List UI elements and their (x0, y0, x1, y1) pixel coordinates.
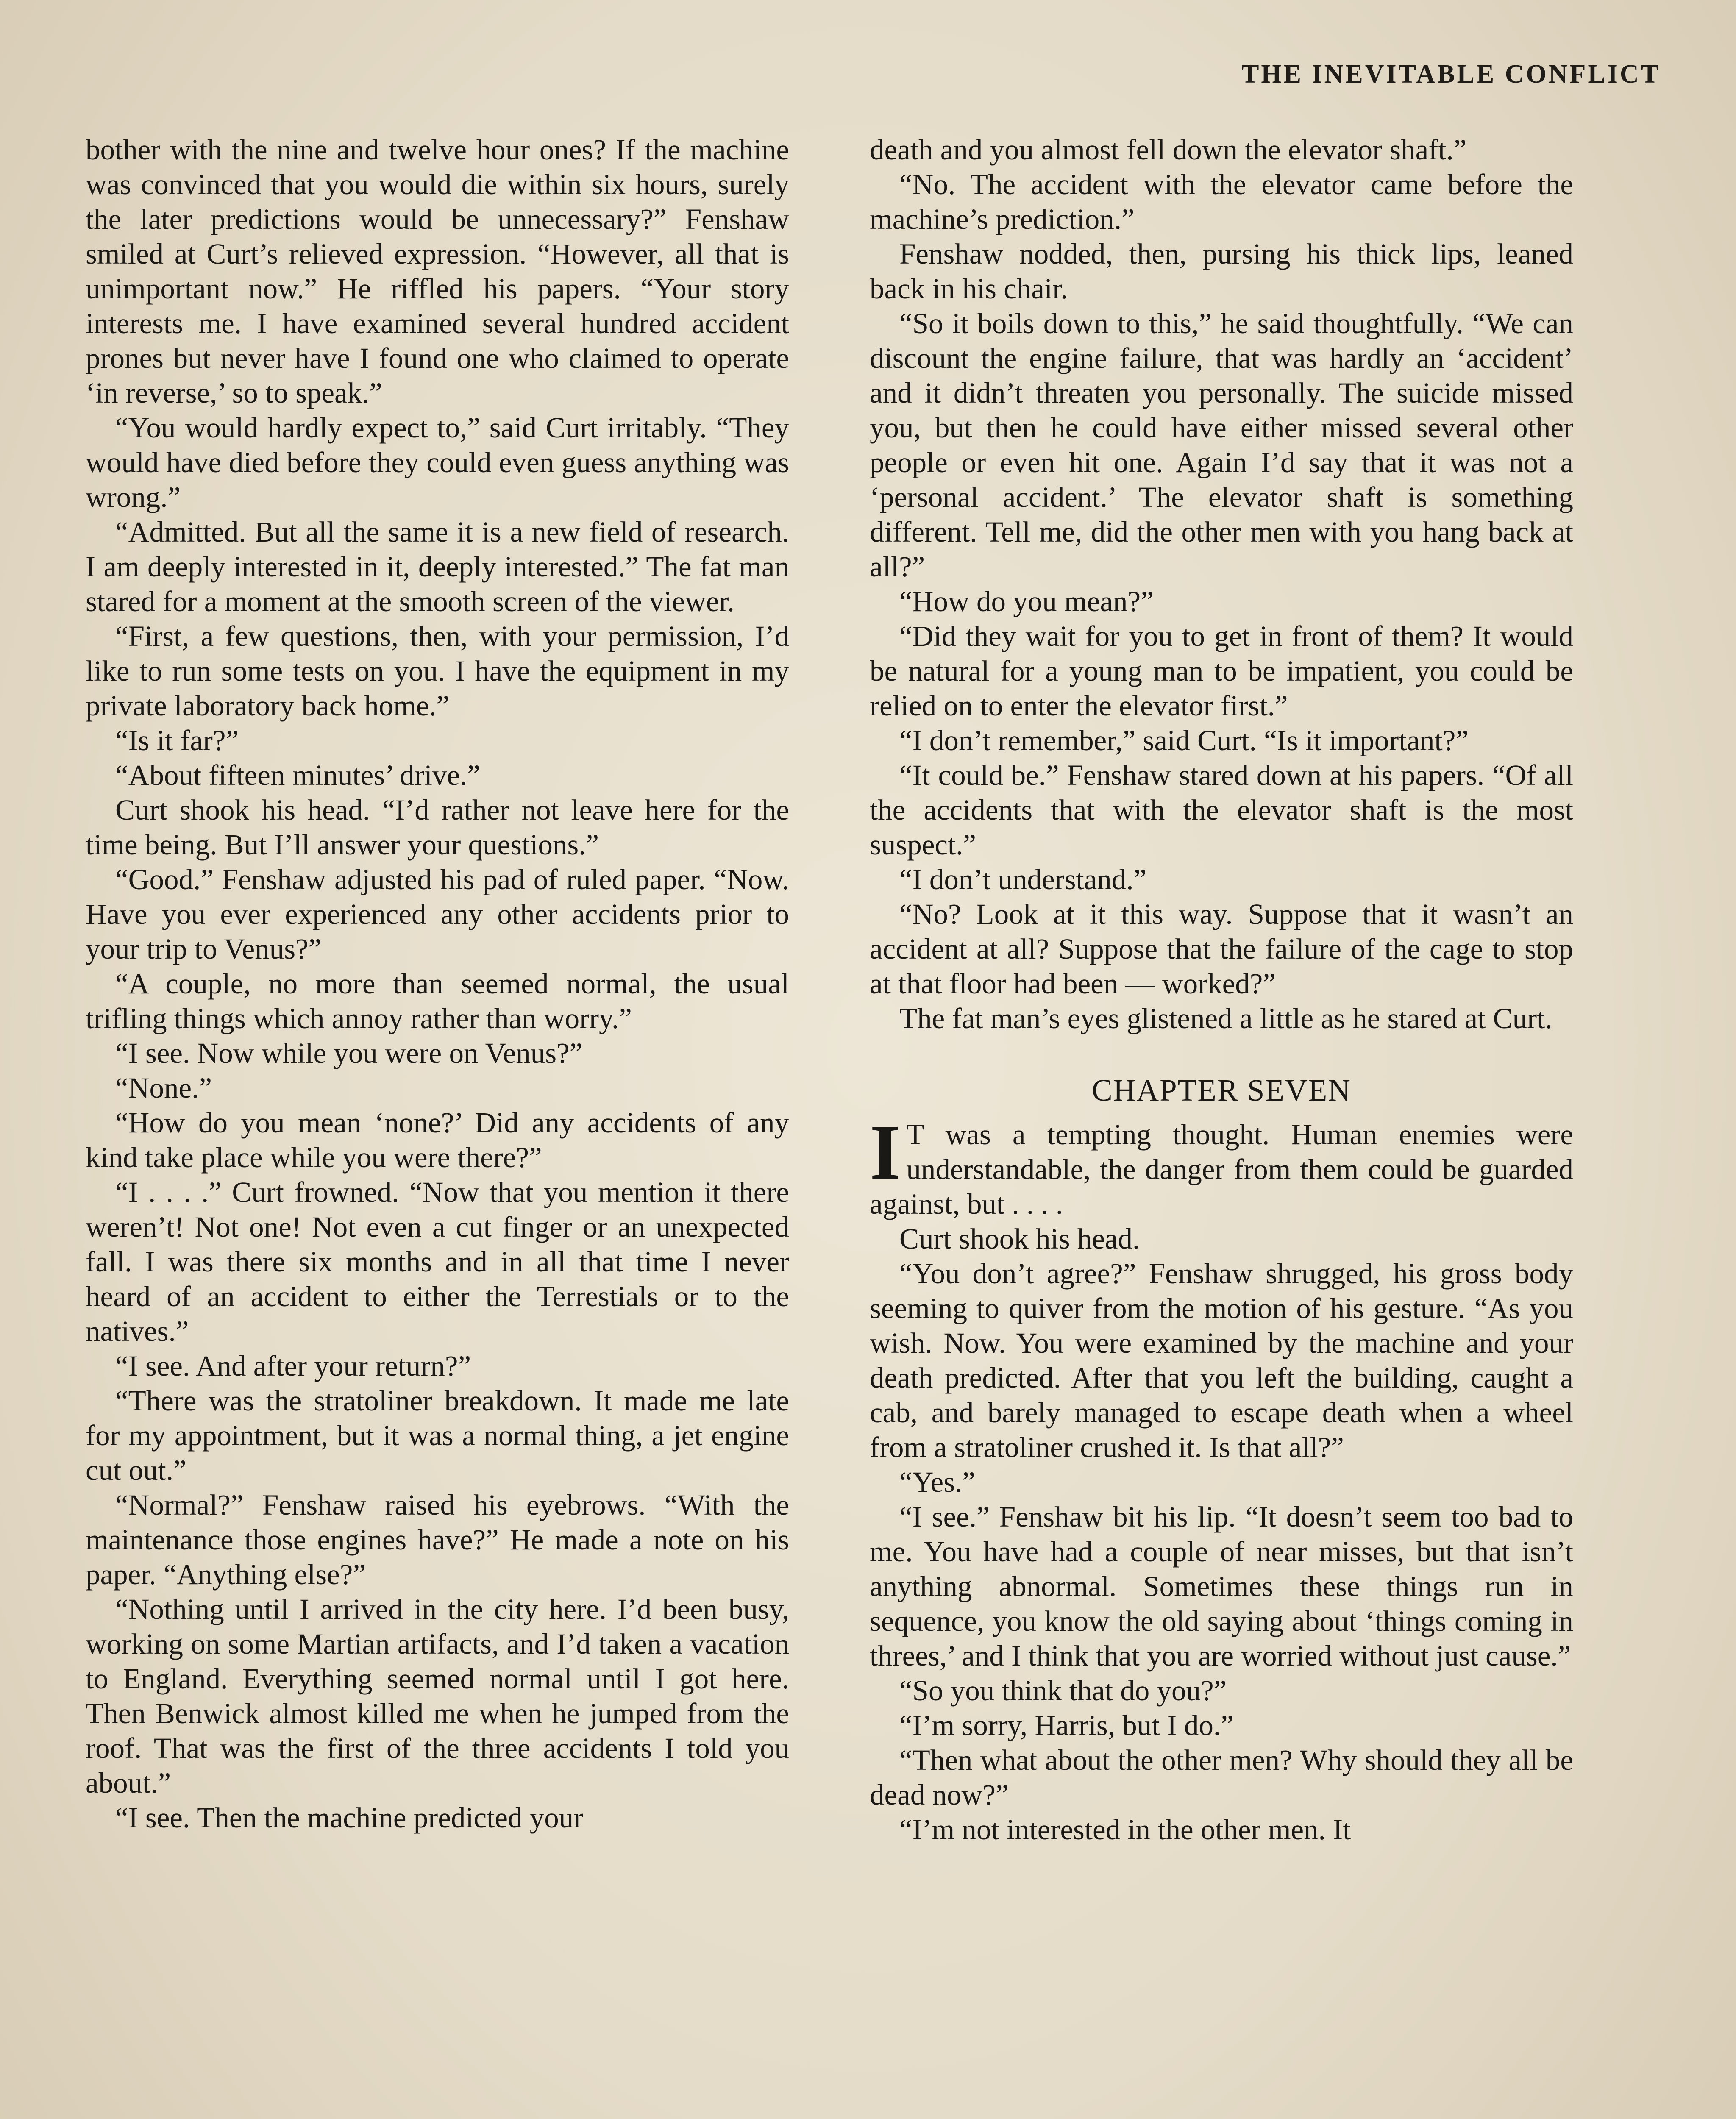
paragraph: “I see. And after your return?” (115, 1350, 471, 1382)
drop-cap: I (870, 1109, 901, 1196)
paragraph: “Yes.” (899, 1466, 975, 1498)
paragraph: death and you almost fell down the elevator shaft.” (870, 133, 1467, 166)
paragraph: “Then what about the other men? Why should they all be dead now?” (870, 1744, 1573, 1811)
paragraph: “Good.” Fenshaw adjusted his pad of ruled paper. “Now. Have you ever experienced any other accidents prior to your trip to Venus?” (86, 863, 789, 965)
paragraph: bother with the nine and twelve hour ones? If the machine was convinced that you would die within six hours, surely the later predictions would be unnecessary?” Fenshaw smiled at Curt’s relieved expression. “However, all that is unimportant now.” He riffled his papers. “Your story interests me. I have examined several hundred accident prones but never have I found one who claimed to operate ‘in reverse,’ so to speak.” (86, 133, 789, 409)
paragraph: “Normal?” Fenshaw raised his eyebrows. “With the maintenance those engines have?” He made a note on his paper. “Anything else?” (86, 1489, 789, 1591)
running-title: THE INEVITABLE CONFLICT (1241, 60, 1661, 89)
paragraph: “There was the stratoliner breakdown. It made me late for my appointment, but it was a normal thing, a jet engine cut out.” (86, 1385, 789, 1486)
paragraph: “You don’t agree?” Fenshaw shrugged, his gross body seeming to quiver from the motion of his gesture. “As you wish. Now. You were examined by the machine and your death predicted. After that you left the building, caught a cab, and barely managed to escape death when a wheel from a stratoliner crushed it. Is that all?” (870, 1257, 1573, 1463)
paragraph: “No. The accident with the elevator came before the machine’s prediction.” (870, 168, 1573, 235)
paragraph: “I don’t remember,” said Curt. “Is it important?” (899, 724, 1469, 756)
paragraph: “How do you mean?” (899, 585, 1154, 617)
chapter-opening-text: T was a tempting thought. Human enemies were understandable, the danger from them could be guarded against, but . . . . (870, 1118, 1573, 1220)
paragraph: “So it boils down to this,” he said thoughtfully. “We can discount the engine failure, that was hardly an ‘accident’ and it didn’t threaten you personally. The suicide missed you, but then he could have either missed several other people or even hit one. Again I’d say that it was not a ‘personal accident.’ The elevator shaft is something different. Tell me, did the other men with you hang back at all?” (870, 307, 1573, 583)
paragraph: “I see. Now while you were on Venus?” (115, 1037, 583, 1069)
paragraph: “You would hardly expect to,” said Curt irritably. “They would have died before they could even guess anything was wrong.” (86, 412, 789, 513)
chapter-heading: CHAPTER SEVEN (1091, 1073, 1352, 1107)
paragraph: “Nothing until I arrived in the city here. I’d been busy, working on some Martian artifacts, and I’d taken a vacation to England. Everything seemed normal until I got here. Then Benwick almost killed me when he jumped from the roof. That was the first of the three accidents I told you about.” (86, 1593, 789, 1799)
right-column (870, 132, 1573, 1847)
paragraph: Curt shook his head. “I’d rather not leave here for the time being. But I’ll answer your questions.” (86, 794, 789, 861)
paragraph: “I’m sorry, Harris, but I do.” (899, 1709, 1234, 1741)
paragraph: “No? Look at it this way. Suppose that it wasn’t an accident at all? Suppose that the failure of the cage to stop at that floor had been — worked?” (870, 898, 1573, 1000)
paragraph: “So you think that do you?” (899, 1674, 1227, 1707)
left-column (86, 132, 789, 1835)
paragraph: “None.” (115, 1072, 212, 1104)
paragraph: “I see. Then the machine predicted your (115, 1802, 584, 1834)
paragraph: The fat man’s eyes glistened a little as he stared at Curt. (899, 1002, 1552, 1034)
paragraph: Fenshaw nodded, then, pursing his thick lips, leaned back in his chair. (870, 238, 1573, 305)
paragraph: “About fifteen minutes’ drive.” (115, 759, 480, 791)
paragraph: “A couple, no more than seemed normal, the usual trifling things which annoy rather than worry.” (86, 968, 789, 1034)
paragraph: “I . . . .” Curt frowned. “Now that you mention it there weren’t! Not one! Not even a cut finger or an unexpected fall. I was there six months and in all that time I never heard of an accident to either the Terrestials or to the natives.” (86, 1176, 789, 1347)
paragraph: “It could be.” Fenshaw stared down at his papers. “Of all the accidents that with the elevator shaft is the most suspect.” (870, 759, 1573, 861)
paragraph: “Did they wait for you to get in front of them? It would be natural for a young man to be impatient, you could be relied on to enter the elevator first.” (870, 620, 1573, 722)
paragraph: “Is it far?” (115, 724, 239, 756)
paragraph: “I don’t understand.” (899, 863, 1147, 895)
paragraph: “First, a few questions, then, with your permission, I’d like to run some tests on you. I have the equipment in my private laboratory back home.” (86, 620, 789, 722)
paragraph: “How do you mean ‘none?’ Did any accidents of any kind take place while you were there?” (86, 1107, 789, 1174)
paragraph: Curt shook his head. (899, 1223, 1140, 1255)
paragraph: “I’m not interested in the other men. It (899, 1813, 1351, 1846)
paragraph: “I see.” Fenshaw bit his lip. “It doesn’t seem too bad to me. You have had a couple of near misses, but that isn’t anything abnormal. Sometimes these things run in sequence, you know the old saying about ‘things coming in threes,’ and I think that you are worried without just cause.” (870, 1501, 1573, 1672)
chapter-opening-paragraph (870, 1109, 1573, 1221)
paragraph: “Admitted. But all the same it is a new field of research. I am deeply interested in it, deeply interested.” The fat man stared for a moment at the smooth screen of the viewer. (86, 516, 789, 617)
